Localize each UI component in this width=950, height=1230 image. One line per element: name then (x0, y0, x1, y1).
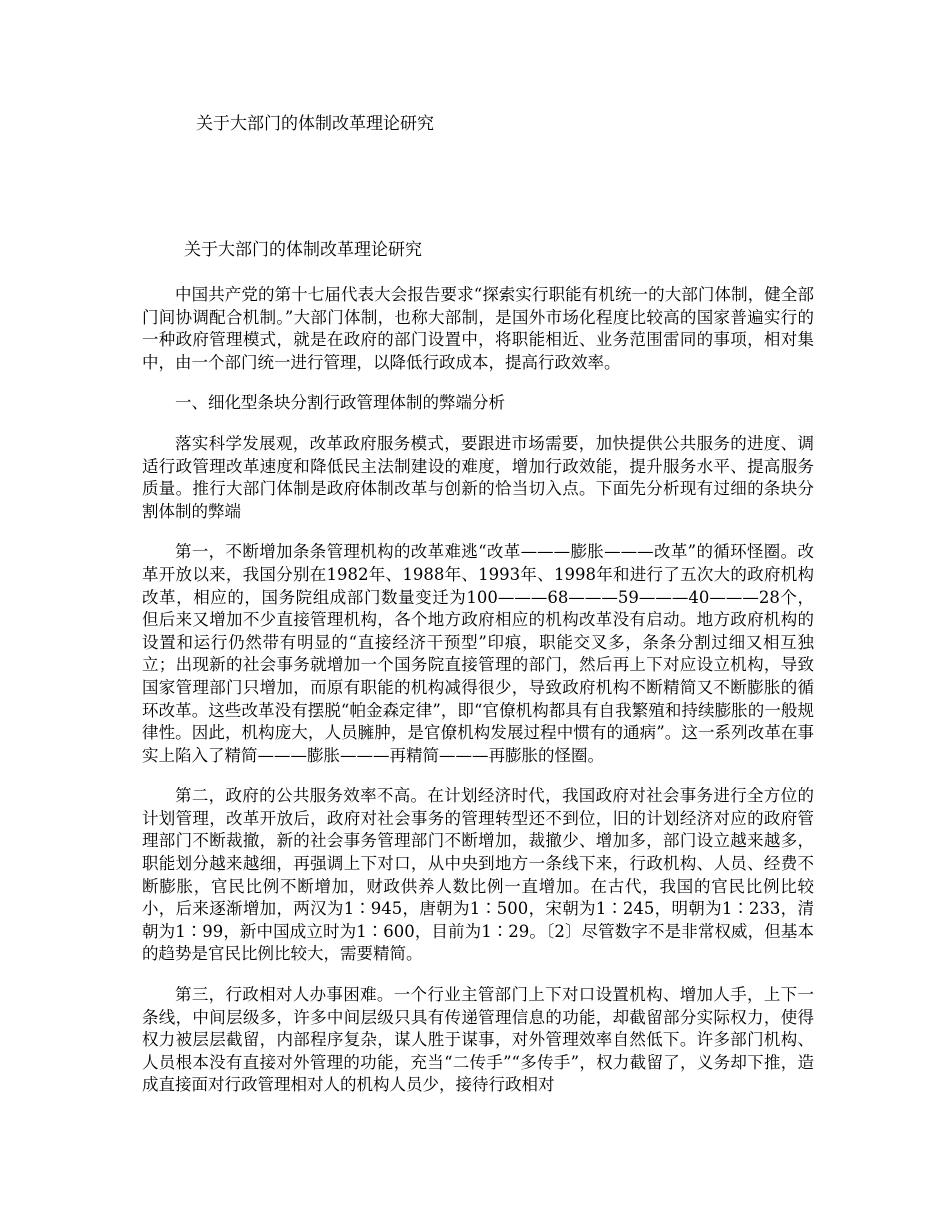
section-heading-1: 一、细化型条块分割行政管理体制的弊端分析 (175, 393, 505, 413)
point-1-paragraph: 第一，不断增加条条管理机构的改革难逃“改革———膨胀———改革”的循环怪圈。改革开放以来，我国分别在1982年、1988年、1993年、1998年和进行了五次大的政府机构改革，相应的，国务院组成部门数量变迁为100———68———59———40———28个，但后来又增加不少直接管理机构，各个地方政府相应的机构改革没有启动。地方政府机构的设置和运行仍然带有明显的“直接经济干预型”印痕，职能交叉多，条条分割过细又相互独立；出现新的社会事务就增加一个国务院直接管理的部门，然后再上下对应设立机构，导致国家管理部门只增加，而原有职能的机构减得很少，导致政府机构不断精简又不断膨胀的循环改革。这些改革没有摆脱“帕金森定律”，即“官僚机构都具有自我繁殖和持续膨胀的一般规律性。因此，机构庞大，人员臃肿，是官僚机构发展过程中惯有的通病”。这一系列改革在事实上陷入了精简———膨胀———再精简———再膨胀的怪圈。 (142, 542, 814, 765)
section-1-paragraph: 落实科学发展观，改革政府服务模式，要跟进市场需要，加快提供公共服务的进度、调适行政管理改革速度和降低民主法制建设的难度，增加行政效能，提升服务水平、提高服务质量。推行大部门体制是政府体制改革与创新的恰当切入点。下面先分析现有过细的条块分割体制的弊端 (142, 433, 814, 521)
document-title: 关于大部门的体制改革理论研究 (196, 114, 434, 134)
intro-paragraph: 中国共产党的第十七届代表大会报告要求“探索实行职能有机统一的大部门体制，健全部门间协调配合机制。”大部门体制，也称大部制，是国外市场化程度比较高的国家普遍实行的一种政府管理模式，就是在政府的部门设置中，将职能相近、业务范围雷同的事项，相对集中，由一个部门统一进行管理，以降低行政成本，提高行政效率。 (142, 285, 814, 372)
document-body (142, 284, 814, 1115)
point-3-paragraph: 第三，行政相对人办事困难。一个行业主管部门上下对口设置机构、增加人手，上下一条线，中间层级多，许多中间层级只具有传递管理信息的功能，却截留部分实际权力，使得权力被层层截留，内部程序复杂，谋人胜于谋事，对外管理效率自然低下。许多部门机构、人员根本没有直接对外管理的功能，充当“二传手”“多传手”，权力截留了，义务却下推，造成直接面对行政管理相对人的机构人员少，接待行政相对 (142, 985, 814, 1095)
point-2-paragraph: 第二，政府的公共服务效率不高。在计划经济时代，我国政府对社会事务进行全方位的计划管理，改革开放后，政府对社会事务的管理转型还不到位，旧的计划经济对应的政府管理部门不断裁撤，新的社会事务管理部门不断增加，裁撤少、增加多，部门设立越来越多，职能划分越来越细，再强调上下对口，从中央到地方一条线下来，行政机构、人员、经费不断膨胀，官民比例不断增加，财政供养人数比例一直增加。在古代，我国的官民比例比较小，后来逐渐增加，两汉为1∶945，唐朝为1∶500，宋朝为1∶245，明朝为1∶233，清朝为1∶99，新中国成立时为1∶600，目前为1∶29。〔2〕尽管数字不是非常权威，但基本的趋势是官民比例比较大，需要精简。 (142, 786, 814, 964)
document-subtitle: 关于大部门的体制改革理论研究 (184, 240, 422, 260)
